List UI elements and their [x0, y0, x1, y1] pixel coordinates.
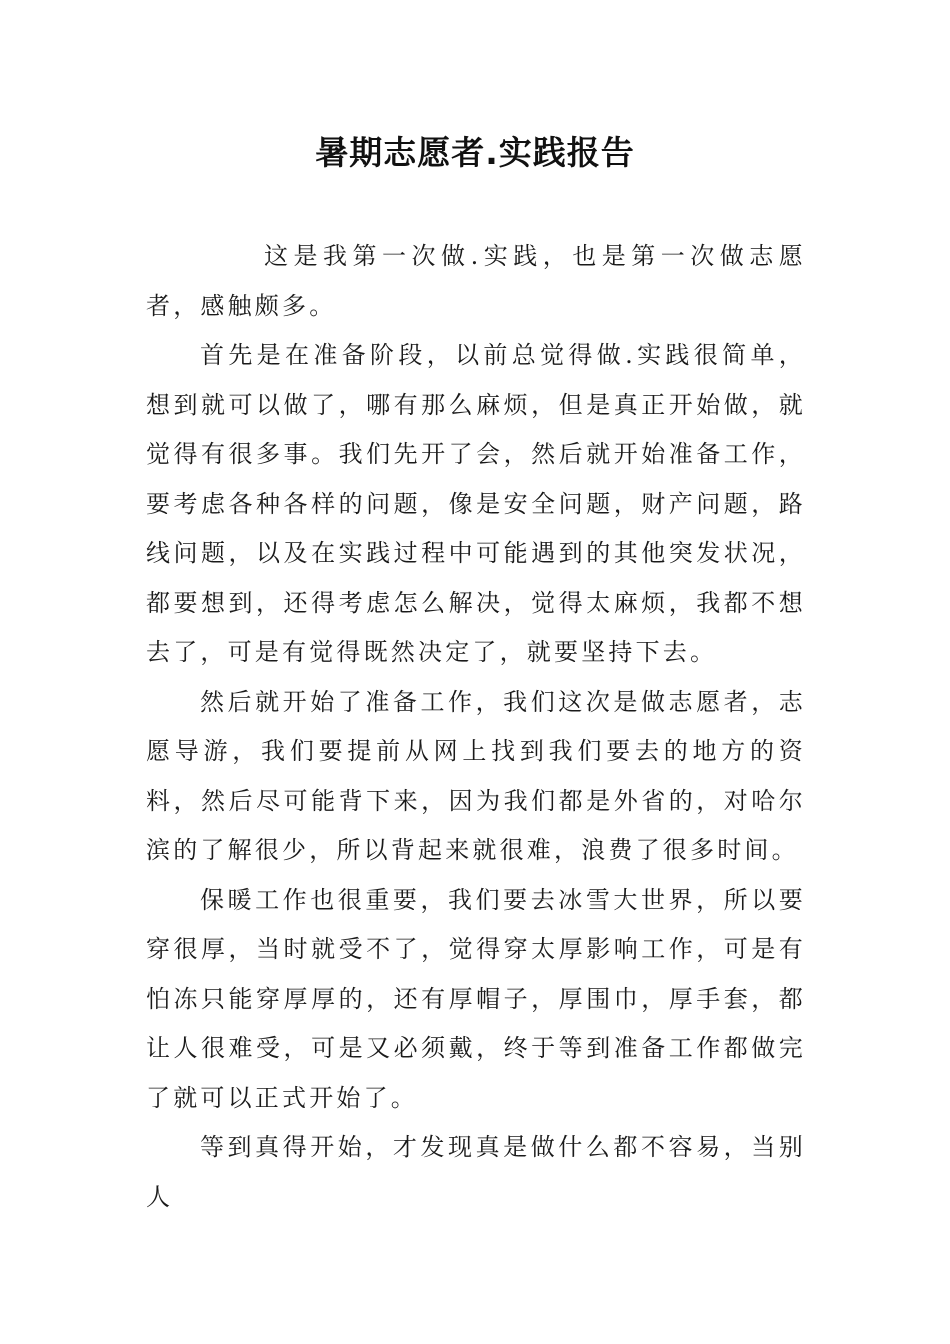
- paragraph-5: 等到真得开始，才发现真是做什么都不容易，当别人: [146, 1133, 806, 1211]
- document-body: [146, 232, 806, 1222]
- paragraph-2: 首先是在准备阶段，以前总觉得做.实践很简单，想到就可以做了，哪有那么麻烦，但是真正开始做，就觉得有很多事。我们先开了会，然后就开始准备工作，要考虑各种各样的问题，像是安全问题，财产问题，路线问题，以及在实践过程中可能遇到的其他突发状况，都要想到，还得考虑怎么解决，觉得太麻烦，我都不想去了，可是有觉得既然决定了，就要坚持下去。: [146, 341, 806, 666]
- paragraph-4: 保暖工作也很重要，我们要去冰雪大世界，所以要穿很厚，当时就受不了，觉得穿太厚影响工作，可是有怕冻只能穿厚厚的，还有厚帽子，厚围巾，厚手套，都让人很难受，可是又必须戴，终于等到准备工作都做完了就可以正式开始了。: [146, 885, 806, 1112]
- document-title: 暑期志愿者.实践报告: [315, 133, 635, 172]
- paragraph-1: 这是我第一次做.实践，也是第一次做志愿者，感触颇多。: [146, 242, 806, 320]
- paragraph-3: 然后就开始了准备工作，我们这次是做志愿者，志愿导游，我们要提前从网上找到我们要去的地方的资料，然后尽可能背下来，因为我们都是外省的，对哈尔滨的了解很少，所以背起来就很难，浪费了很多时间。: [146, 687, 806, 864]
